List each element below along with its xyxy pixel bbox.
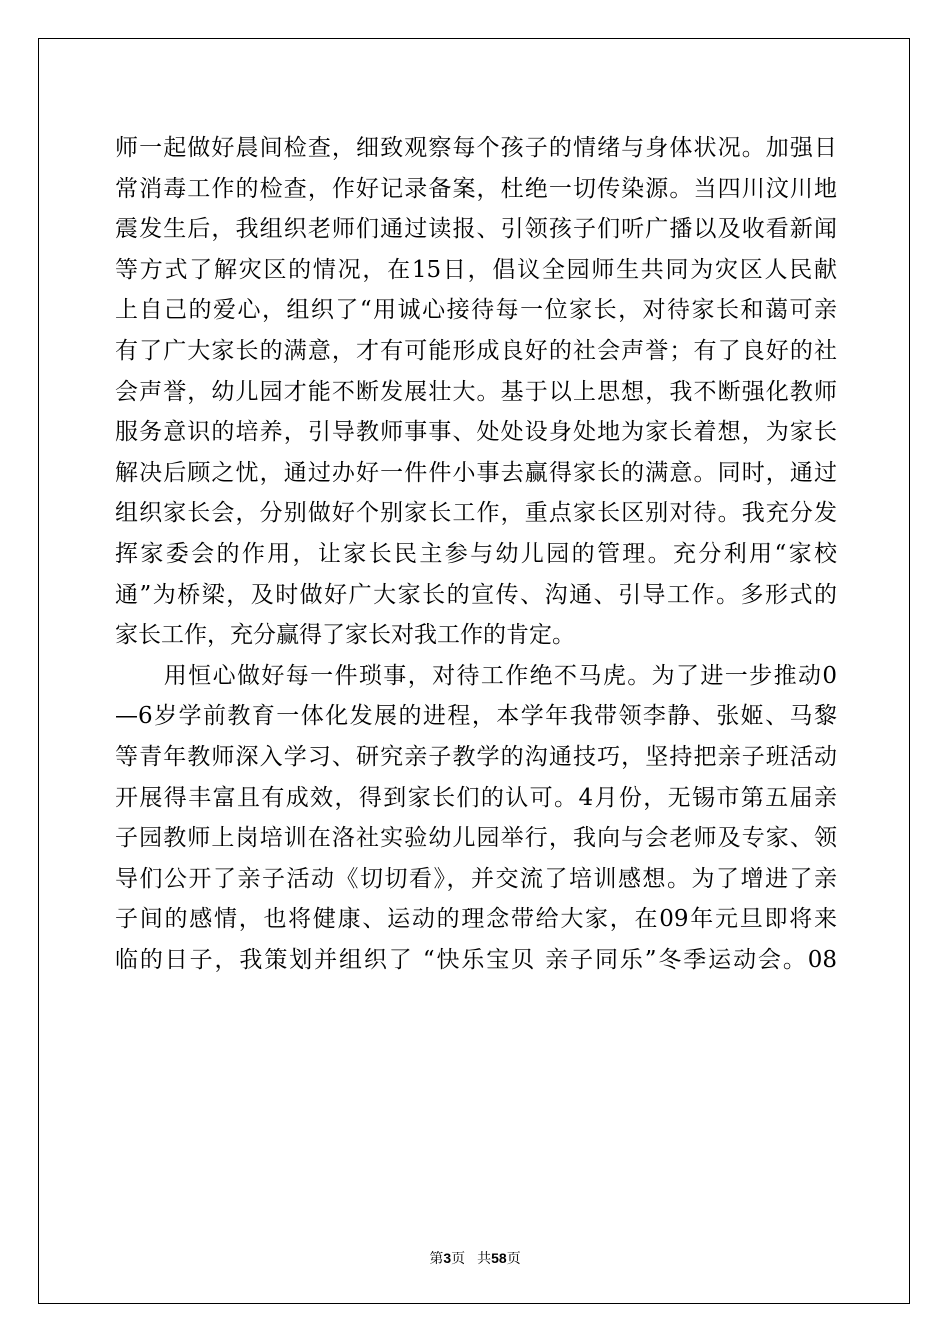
text-line: 等方式了解灾区的情况，在15日，倡议全园师生共同为灾区人民献 — [115, 256, 837, 283]
document-body — [115, 128, 837, 980]
text-line: 挥家委会的作用，让家长民主参与幼儿园的管理。充分利用“家校 — [115, 540, 837, 567]
text-line: 解决后顾之忧，通过办好一件件小事去赢得家长的满意。同时，通过 — [115, 459, 837, 486]
text-line: 常消毒工作的检查，作好记录备案，杜绝一切传染源。当四川汶川地 — [115, 175, 837, 202]
text-line: —6岁学前教育一体化发展的进程，本学年我带领李静、张姬、马黎 — [115, 703, 837, 730]
text-line: 组织家长会，分别做好个别家长工作，重点家长区别对待。我充分发 — [115, 500, 837, 527]
text-line: 通”为桥梁，及时做好广大家长的宣传、沟通、引导工作。多形式的 — [115, 581, 837, 608]
total-suffix: 页 — [506, 1251, 521, 1267]
page-footer — [0, 1248, 950, 1268]
text-line: 用恒心做好每一件琐事，对待工作绝不马虎。为了进一步推动0 — [115, 662, 837, 689]
text-line: 震发生后，我组织老师们通过读报、引领孩子们听广播以及收看新闻 — [115, 216, 837, 243]
text-line: 临的日子，我策划并组织了 “快乐宝贝 亲子同乐”冬季运动会。08 — [115, 946, 837, 973]
total-prefix: 共 — [477, 1251, 492, 1267]
text-line: 有了广大家长的满意，才有可能形成良好的社会声誉；有了良好的社 — [115, 337, 837, 364]
page-prefix: 第 — [429, 1251, 444, 1267]
text-line: 导们公开了亲子活动《切切看》，并交流了培训感想。为了增进了亲 — [115, 865, 837, 892]
page-number: 3 — [443, 1250, 452, 1266]
total-pages: 58 — [491, 1250, 507, 1266]
text-line: 子园教师上岗培训在洛社实验幼儿园举行，我向与会老师及专家、领 — [115, 825, 837, 852]
text-line: 师一起做好晨间检查，细致观察每个孩子的情绪与身体状况。加强日 — [115, 135, 837, 161]
text-line: 家长工作，充分赢得了家长对我工作的肯定。 — [115, 622, 575, 649]
text-line: 上自己的爱心，组织了“用诚心接待每一位家长，对待家长和蔼可亲 — [115, 297, 837, 324]
text-line: 子间的感情，也将健康、运动的理念带给大家，在09年元旦即将来 — [115, 906, 837, 933]
text-line: 等青年教师深入学习、研究亲子教学的沟通技巧，坚持把亲子班活动 — [115, 743, 837, 770]
text-line: 开展得丰富且有成效，得到家长们的认可。4月份，无锡市第五届亲 — [115, 784, 837, 811]
text-line: 服务意识的培养，引导教师事事、处处设身处地为家长着想，为家长 — [115, 419, 837, 446]
text-line: 会声誉，幼儿园才能不断发展壮大。基于以上思想，我不断强化教师 — [115, 378, 837, 405]
page-suffix: 页 — [451, 1251, 466, 1267]
